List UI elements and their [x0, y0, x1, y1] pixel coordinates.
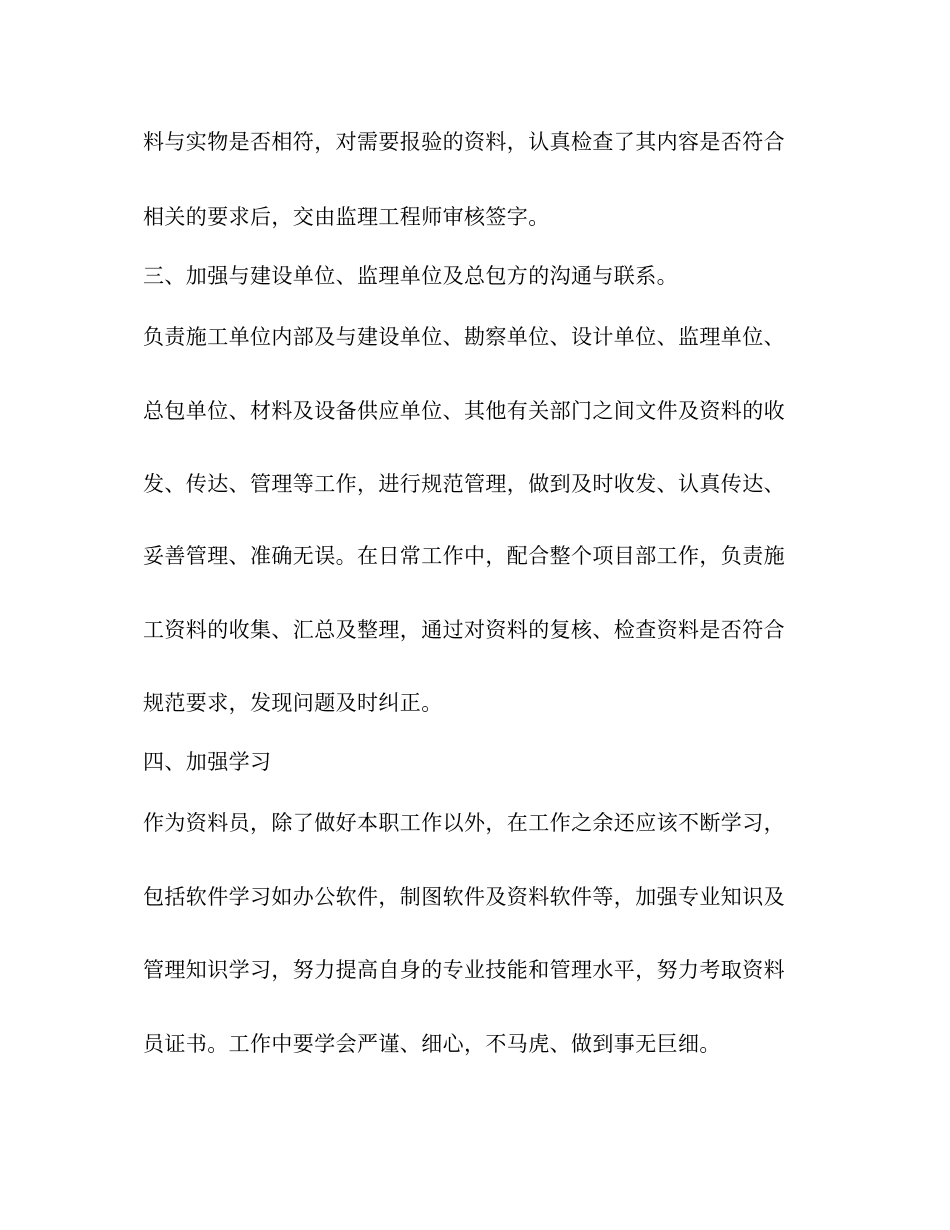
- section-heading: 四、加强学习: [143, 750, 272, 774]
- paragraph-line: 工资料的收集、汇总及整理，通过对资料的复核、检查资料是否符合: [143, 618, 785, 642]
- paragraph-line: 管理知识学习，努力提高自身的专业技能和管理水平，努力考取资料: [143, 958, 785, 982]
- paragraph-line: 包括软件学习如办公软件，制图软件及资料软件等，加强专业知识及: [143, 885, 785, 909]
- paragraph-line: 妥善管理、准确无误。在日常工作中，配合整个项目部工作，负责施: [143, 544, 785, 568]
- paragraph-line: 规范要求，发现问题及时纠正。: [143, 691, 443, 715]
- paragraph-line: 相关的要求后，交由监理工程师审核签字。: [143, 205, 550, 229]
- paragraph-line: 总包单位、材料及设备供应单位、其他有关部门之间文件及资料的收: [143, 399, 785, 423]
- paragraph-line: 发、传达、管理等工作，进行规范管理，做到及时收发、认真传达、: [143, 472, 785, 496]
- section-heading: 三、加强与建设单位、监理单位及总包方的沟通与联系。: [143, 264, 678, 288]
- paragraph-line: 负责施工单位内部及与建设单位、勘察单位、设计单位、监理单位、: [143, 325, 785, 349]
- paragraph-line: 作为资料员，除了做好本职工作以外，在工作之余还应该不断学习，: [143, 811, 785, 835]
- paragraph-line: 员证书。工作中要学会严谨、细心，不马虎、做到事无巨细。: [143, 1032, 721, 1056]
- paragraph-line: 料与实物是否相符，对需要报验的资料，认真检查了其内容是否符合: [143, 130, 785, 154]
